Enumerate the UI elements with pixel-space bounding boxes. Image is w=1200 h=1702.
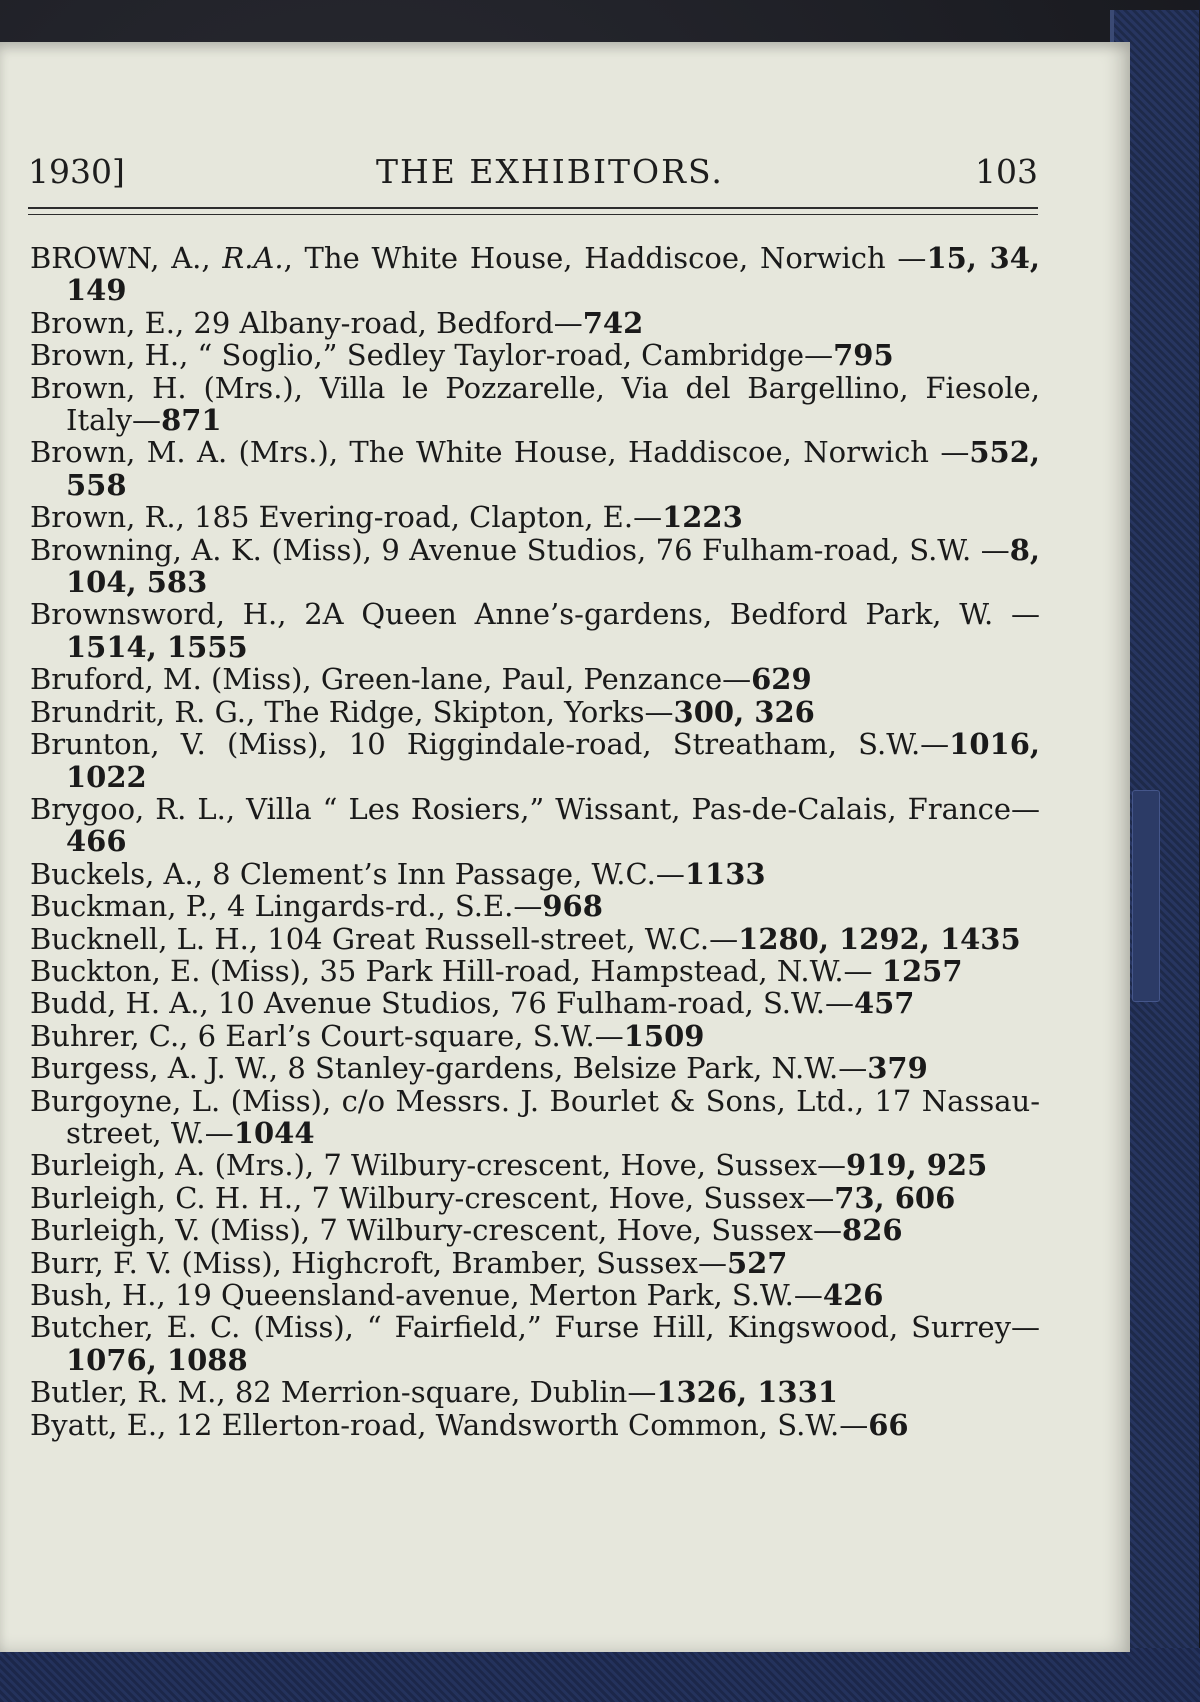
exhibitor-entry bbox=[30, 663, 1040, 695]
exhibitor-entry bbox=[30, 1182, 1040, 1214]
exhibitor-entry bbox=[30, 534, 1040, 599]
entry-name: Budd, H. A., bbox=[30, 986, 218, 1021]
exhibitor-entry bbox=[30, 1409, 1040, 1441]
exhibitor-list bbox=[30, 242, 1040, 1441]
entry-numbers: 1133 bbox=[684, 856, 766, 891]
entry-address: Green-lane, Paul, Penzance— bbox=[320, 662, 752, 697]
entry-address: Villa le Pozzarelle, Via del Bargellino, Fiesole, Italy— bbox=[66, 370, 1040, 438]
entry-address: 82 Merrion-square, Dublin— bbox=[234, 1375, 657, 1410]
exhibitor-entry bbox=[30, 1020, 1040, 1052]
exhibitor-entry bbox=[30, 307, 1040, 339]
entry-numbers: 66 bbox=[868, 1407, 909, 1442]
exhibitor-entry bbox=[30, 728, 1040, 793]
entry-name: Brownsword, H., bbox=[30, 597, 305, 632]
entry-name: Burgess, A. J. W., bbox=[30, 1051, 288, 1086]
entry-name: Burleigh, V. (Miss), bbox=[30, 1213, 320, 1248]
exhibitor-entry bbox=[30, 890, 1040, 922]
entry-name: Byatt, E., bbox=[30, 1407, 176, 1442]
entry-name: Burgoyne, L. (Miss), bbox=[30, 1083, 342, 1118]
entry-numbers: 1257 bbox=[881, 953, 963, 988]
entry-name: Buckman, P., bbox=[30, 889, 227, 924]
entry-numbers: 73, 606 bbox=[834, 1180, 956, 1215]
entry-name: Browning, A. K. (Miss), bbox=[30, 532, 382, 567]
entry-numbers: 527 bbox=[726, 1245, 788, 1280]
entry-numbers: 15, 34, 149 bbox=[66, 241, 1040, 308]
entry-numbers: 629 bbox=[751, 662, 812, 697]
exhibitor-entry bbox=[30, 1311, 1040, 1376]
header-rule-thin bbox=[28, 214, 1038, 215]
exhibitor-entry bbox=[30, 696, 1040, 728]
entry-name: Burleigh, A. (Mrs.), bbox=[30, 1148, 324, 1183]
exhibitor-entry bbox=[30, 1247, 1040, 1279]
entry-numbers: 1044 bbox=[233, 1115, 315, 1150]
exhibitor-entry bbox=[30, 501, 1040, 533]
entry-address: “ Fairfield,” Furse Hill, Kingswood, Surrey— bbox=[366, 1310, 1040, 1345]
entry-numbers: 466 bbox=[66, 824, 127, 859]
entry-name: Brundrit, R. G., bbox=[30, 694, 265, 729]
page-title: THE EXHIBITORS. bbox=[375, 152, 724, 191]
entry-numbers: 919, 925 bbox=[846, 1148, 988, 1183]
entry-numbers: 1509 bbox=[623, 1018, 705, 1053]
entry-address: 7 Wilbury-crescent, Hove, Sussex— bbox=[319, 1213, 843, 1248]
entry-address: 4 Lingards-rd., S.E.— bbox=[227, 889, 543, 924]
entry-numbers: 742 bbox=[582, 305, 644, 340]
exhibitor-entry bbox=[30, 372, 1040, 437]
entry-numbers: 1326, 1331 bbox=[656, 1375, 838, 1410]
entry-name: Brown, R., bbox=[30, 500, 195, 535]
header-rule bbox=[28, 207, 1038, 209]
exhibitor-entry bbox=[30, 1149, 1040, 1181]
entry-address: 2A Queen Anne’s-gardens, Bedford Park, W. — bbox=[304, 597, 1040, 632]
entry-address: 104 Great Russell-street, W.C.— bbox=[267, 921, 739, 956]
entry-numbers: 1280, 1292, 1435 bbox=[738, 921, 1021, 956]
entry-address: , The White House, Haddiscoe, Norwich — bbox=[283, 241, 927, 275]
exhibitor-entry bbox=[30, 1376, 1040, 1408]
entry-numbers: 457 bbox=[853, 986, 915, 1021]
entry-numbers: 795 bbox=[833, 338, 894, 373]
entry-name: Burleigh, C. H. H., bbox=[30, 1180, 312, 1215]
exhibitor-entry bbox=[30, 1279, 1040, 1311]
entry-address: Villa “ Les Rosiers,” Wissant, Pas-de-Calais, France— bbox=[246, 791, 1040, 826]
exhibitor-entry bbox=[30, 987, 1040, 1019]
entry-name: Brunton, V. (Miss), bbox=[30, 727, 349, 762]
exhibitor-entry bbox=[30, 242, 1040, 307]
entry-address: The Ridge, Skipton, Yorks— bbox=[264, 694, 674, 729]
entry-address: 8 Stanley-gardens, Belsize Park, N.W.— bbox=[287, 1051, 868, 1086]
entry-numbers: 552, 558 bbox=[66, 435, 1040, 502]
entry-name: Brown, E., bbox=[30, 305, 194, 340]
entry-name: BROWN, A., bbox=[30, 241, 223, 275]
exhibitor-entry bbox=[30, 1214, 1040, 1246]
exhibitor-entry bbox=[30, 598, 1040, 663]
entry-address: 7 Wilbury-crescent, Hove, Sussex— bbox=[311, 1180, 835, 1215]
exhibitor-entry bbox=[30, 339, 1040, 371]
entry-name: Bush, H., bbox=[30, 1278, 175, 1312]
entry-numbers: 1514, 1555 bbox=[66, 629, 248, 664]
entry-address: 185 Evering-road, Clapton, E.— bbox=[194, 500, 663, 535]
entry-address: 7 Wilbury-crescent, Hove, Sussex— bbox=[323, 1148, 847, 1183]
entry-address: 12 Ellerton-road, Wandsworth Common, S.W.— bbox=[175, 1407, 869, 1442]
entry-numbers: 968 bbox=[542, 889, 603, 924]
running-header bbox=[28, 152, 1038, 202]
exhibitor-entry bbox=[30, 955, 1040, 987]
entry-name: Buckton, E. (Miss), bbox=[30, 953, 320, 988]
entry-name: Bucknell, L. H., bbox=[30, 921, 268, 956]
entry-name: Brown, M. A. (Mrs.), bbox=[30, 435, 350, 470]
exhibitor-entry bbox=[30, 436, 1040, 501]
exhibitor-entry bbox=[30, 793, 1040, 858]
entry-address: Highcroft, Bramber, Sussex— bbox=[291, 1245, 727, 1280]
book-cover-bottom bbox=[0, 1648, 1200, 1702]
entry-address: 8 Clement’s Inn Passage, W.C.— bbox=[212, 856, 685, 891]
entry-address: 19 Queensland-avenue, Merton Park, S.W.— bbox=[174, 1278, 823, 1312]
entry-numbers: 871 bbox=[161, 403, 222, 438]
entry-name: Brown, H., bbox=[30, 338, 198, 373]
entry-address: 6 Earl’s Court-square, S.W.— bbox=[197, 1018, 624, 1053]
entry-address: The White House, Haddiscoe, Norwich — bbox=[349, 435, 970, 470]
entry-name: Buckels, A., bbox=[30, 856, 213, 891]
entry-address: 29 Albany-road, Bedford— bbox=[193, 305, 583, 340]
exhibitor-entry bbox=[30, 1085, 1040, 1150]
entry-numbers: 1223 bbox=[662, 500, 743, 535]
entry-name: Brygoo, R. L., bbox=[30, 791, 247, 826]
entry-address: 9 Avenue Studios, 76 Fulham-road, S.W. — bbox=[381, 532, 1010, 567]
page-number: 103 bbox=[975, 152, 1038, 191]
entry-address: 10 Riggindale-road, Streatham, S.W.— bbox=[348, 727, 950, 762]
entry-name: Buhrer, C., bbox=[30, 1018, 198, 1053]
entry-numbers: 1076, 1088 bbox=[66, 1342, 248, 1377]
entry-numbers: 300, 326 bbox=[673, 694, 815, 729]
entry-name: Butler, R. M., bbox=[30, 1375, 235, 1410]
entry-name: Burr, F. V. (Miss), bbox=[30, 1245, 292, 1280]
entry-address: “ Soglio,” Sedley Taylor-road, Cambridge— bbox=[197, 338, 834, 373]
entry-numbers: 1016, 1022 bbox=[66, 727, 1040, 794]
entry-name: Brown, H. (Mrs.), bbox=[30, 370, 320, 405]
entry-numbers: 379 bbox=[867, 1051, 928, 1086]
exhibitor-entry bbox=[30, 923, 1040, 955]
book-page bbox=[0, 42, 1130, 1652]
entry-address: 10 Avenue Studios, 76 Fulham-road, S.W.— bbox=[217, 986, 854, 1021]
entry-address: c/o Messrs. J. Bourlet & Sons, Ltd., 17 Nassau-street, W.— bbox=[66, 1083, 1040, 1150]
entry-name: Butcher, E. C. (Miss), bbox=[30, 1310, 367, 1345]
entry-address: 35 Park Hill-road, Hampstead, N.W.— bbox=[319, 953, 882, 988]
header-year: 1930] bbox=[28, 152, 125, 191]
entry-name: Bruford, M. (Miss), bbox=[30, 662, 321, 697]
exhibitor-entry bbox=[30, 1052, 1040, 1084]
entry-numbers: 826 bbox=[842, 1213, 903, 1248]
bookmark-ribbon bbox=[1132, 790, 1160, 1002]
exhibitor-entry bbox=[30, 858, 1040, 890]
entry-italic: R.A. bbox=[222, 241, 284, 275]
entry-numbers: 8, 104, 583 bbox=[66, 532, 1040, 600]
entry-numbers: 426 bbox=[822, 1278, 884, 1312]
